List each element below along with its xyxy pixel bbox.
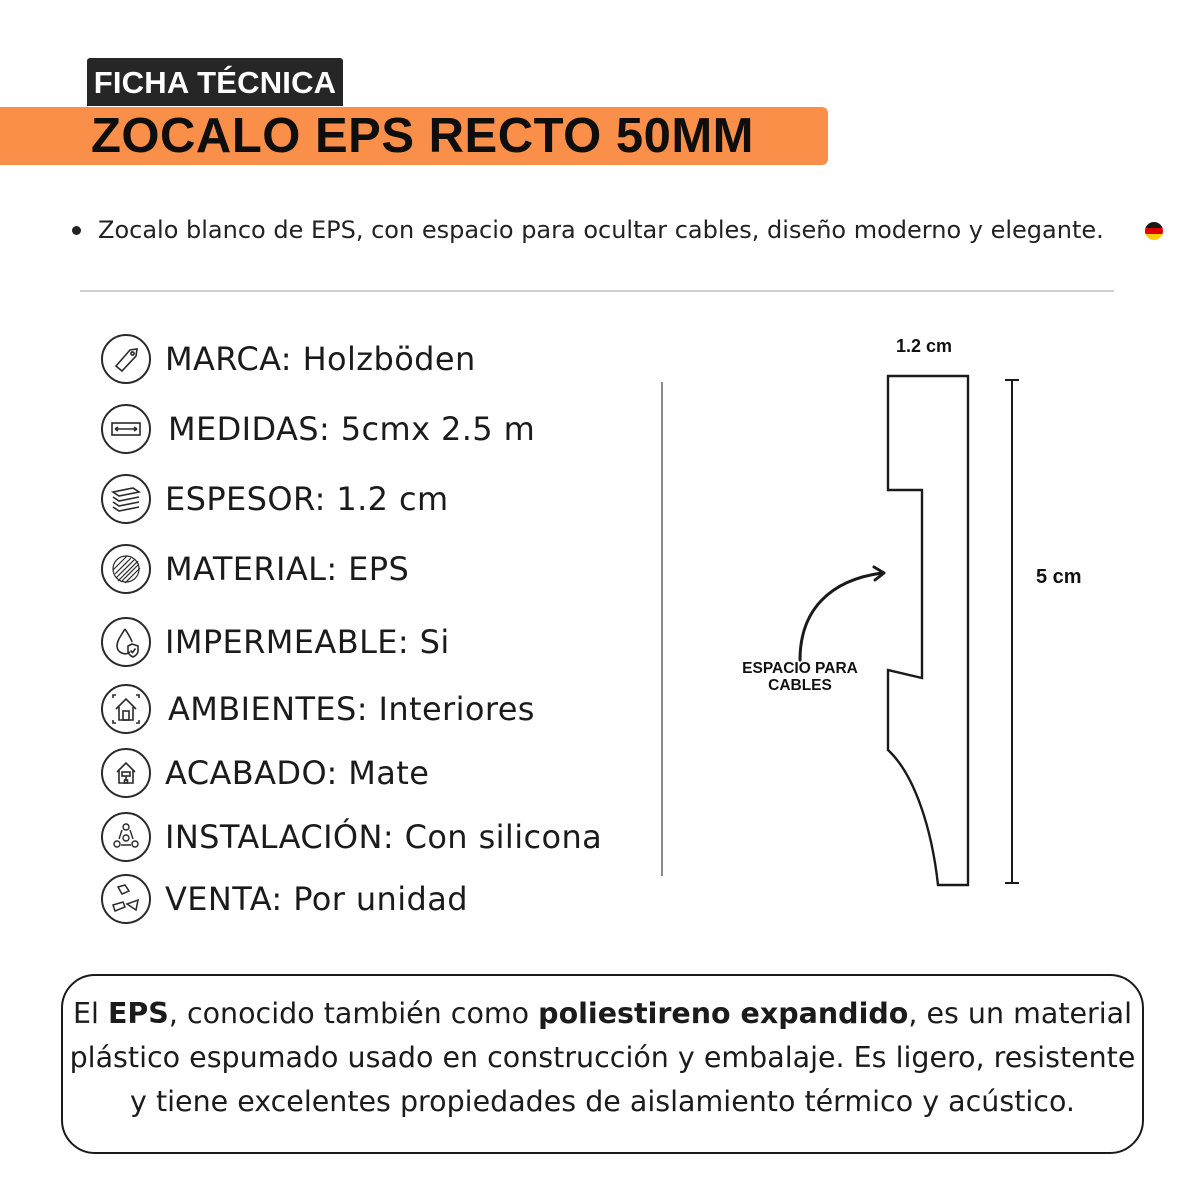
spec-label: MARCA: Holzböden xyxy=(165,340,476,378)
spec-label: IMPERMEABLE: Si xyxy=(165,623,450,661)
ruler-measure-icon xyxy=(101,404,151,454)
spec-label: ESPESOR: 1.2 cm xyxy=(165,480,449,518)
profile-drawing xyxy=(700,330,1120,900)
profile-diagram xyxy=(700,330,1120,900)
pieces-icon xyxy=(101,874,151,924)
spec-medidas xyxy=(101,404,661,456)
cable-label-line2: CABLES xyxy=(768,677,832,694)
spec-label: MATERIAL: EPS xyxy=(165,550,410,588)
width-label: 1.2 cm xyxy=(896,336,953,356)
height-label: 5 cm xyxy=(1036,566,1082,588)
vertical-divider xyxy=(661,382,663,876)
germany-flag-icon xyxy=(1145,222,1163,240)
price-tag-icon xyxy=(101,334,151,384)
info-bold-eps: EPS xyxy=(107,997,169,1030)
divider xyxy=(80,290,1114,292)
eps-info-text xyxy=(63,992,1142,1124)
spec-instalacion xyxy=(101,812,661,864)
info-text-part: , conocido también como xyxy=(168,997,539,1030)
spec-acabado xyxy=(101,748,661,800)
paint-finish-icon xyxy=(101,748,151,798)
texture-icon xyxy=(101,544,151,594)
spec-label: VENTA: Por unidad xyxy=(165,880,468,918)
eps-info-box xyxy=(61,974,1144,1154)
spec-espesor xyxy=(101,474,661,526)
spec-label: ACABADO: Mate xyxy=(165,754,430,792)
house-interior-icon xyxy=(101,684,151,734)
spec-material xyxy=(101,544,661,596)
arrow-icon xyxy=(800,573,882,660)
info-bold-poliestireno: poliestireno expandido xyxy=(538,997,909,1030)
description-bullet xyxy=(72,212,1172,248)
spec-ambientes xyxy=(101,684,661,736)
installation-steps-icon xyxy=(101,812,151,862)
spec-venta xyxy=(101,874,661,926)
ficha-tecnica-tag: FICHA TÉCNICA xyxy=(87,58,343,106)
layers-icon xyxy=(101,474,151,524)
cable-space-label xyxy=(726,660,874,694)
info-text-part: El xyxy=(72,997,108,1030)
spec-label: AMBIENTES: Interiores xyxy=(168,690,535,728)
cable-label-line1: ESPACIO PARA xyxy=(742,660,858,677)
spec-label: MEDIDAS: 5cmx 2.5 m xyxy=(168,410,536,448)
water-drop-shield-icon xyxy=(101,617,151,667)
info-text-part: , es un material plástico espumado usado en construcción y embalaje. Es ligero, resistente y tiene excelentes propiedades de aislamiento térmico y acústico. xyxy=(69,997,1136,1118)
spec-label: INSTALACIÓN: Con silicona xyxy=(165,818,603,856)
description-text: Zocalo blanco de EPS, con espacio para ocultar cables, diseño moderno y elegante. xyxy=(98,216,1104,244)
spec-marca xyxy=(101,334,661,386)
baseboard-profile xyxy=(888,376,968,885)
product-title: ZOCALO EPS RECTO 50MM xyxy=(91,109,755,163)
spec-impermeable xyxy=(101,617,661,669)
bullet-dot-icon xyxy=(72,226,81,235)
